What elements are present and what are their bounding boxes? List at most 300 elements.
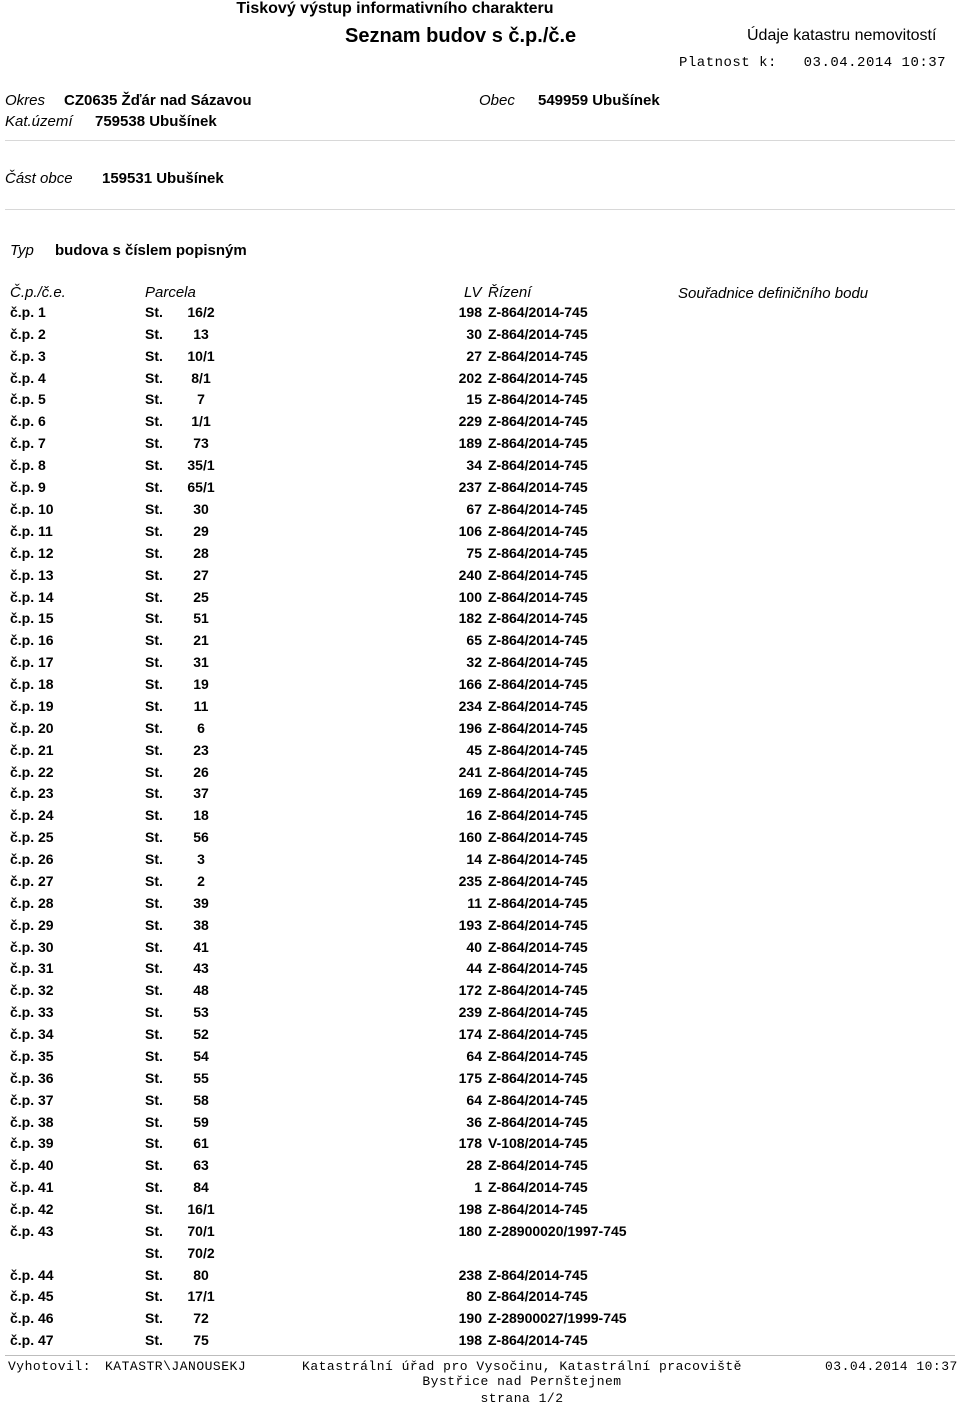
typ-value: budova s číslem popisným: [55, 242, 247, 259]
rizeni-cell: Z-864/2014-745: [488, 960, 588, 976]
parcela-cell: 19: [193, 676, 209, 692]
rizeni-cell: Z-864/2014-745: [488, 1267, 588, 1283]
table-row: [0, 1310, 960, 1332]
cp-cell: č.p. 31: [10, 960, 54, 976]
cp-cell: č.p. 9: [10, 479, 46, 495]
st-cell: St.: [145, 851, 163, 867]
parcela-cell: 6: [197, 720, 205, 736]
st-cell: St.: [145, 1288, 163, 1304]
rizeni-cell: Z-864/2014-745: [488, 391, 588, 407]
rizeni-cell: Z-864/2014-745: [488, 851, 588, 867]
cp-cell: č.p. 24: [10, 807, 54, 823]
st-cell: St.: [145, 720, 163, 736]
table-row: [0, 1092, 960, 1114]
lv-cell: 193: [458, 917, 482, 933]
parcela-cell: 43: [193, 960, 209, 976]
st-cell: St.: [145, 807, 163, 823]
rizeni-cell: Z-864/2014-745: [488, 829, 588, 845]
office-line-1: Katastrální úřad pro Vysočinu, Katastrální pracoviště: [302, 1359, 742, 1374]
table-row: [0, 1026, 960, 1048]
rizeni-cell: Z-864/2014-745: [488, 501, 588, 517]
lv-cell: 1: [474, 1179, 482, 1195]
table-row: [0, 435, 960, 457]
table-row: [0, 939, 960, 961]
parcela-cell: 8/1: [191, 370, 211, 386]
lv-cell: 65: [466, 632, 482, 648]
st-cell: St.: [145, 764, 163, 780]
table-row: [0, 1223, 960, 1245]
parcela-cell: 25: [193, 589, 209, 605]
column-header-souradnice: Souřadnice definičního bodu: [678, 285, 869, 302]
st-cell: St.: [145, 391, 163, 407]
parcela-cell: 23: [193, 742, 209, 758]
rizeni-cell: Z-864/2014-745: [488, 610, 588, 626]
rizeni-cell: Z-864/2014-745: [488, 632, 588, 648]
rizeni-cell: Z-864/2014-745: [488, 370, 588, 386]
lv-cell: 196: [458, 720, 482, 736]
lv-cell: 180: [458, 1223, 482, 1239]
cp-cell: č.p. 44: [10, 1267, 54, 1283]
st-cell: St.: [145, 1179, 163, 1195]
table-row: [0, 632, 960, 654]
st-cell: St.: [145, 1092, 163, 1108]
lv-cell: 202: [458, 370, 482, 386]
rizeni-cell: Z-864/2014-745: [488, 917, 588, 933]
table-row: [0, 589, 960, 611]
cp-cell: č.p. 17: [10, 654, 54, 670]
parcela-cell: 3: [197, 851, 205, 867]
parcela-cell: 10/1: [187, 348, 215, 364]
lv-cell: 178: [458, 1135, 482, 1151]
cp-cell: č.p. 38: [10, 1114, 54, 1130]
table-row: [0, 391, 960, 413]
lv-cell: 166: [458, 676, 482, 692]
rizeni-cell: Z-864/2014-745: [488, 1048, 588, 1064]
parcela-cell: 26: [193, 764, 209, 780]
rizeni-cell: Z-28900027/1999-745: [488, 1310, 627, 1326]
cp-cell: č.p. 18: [10, 676, 54, 692]
parcela-cell: 2: [197, 873, 205, 889]
parcela-cell: 63: [193, 1157, 209, 1173]
lv-cell: 198: [458, 304, 482, 320]
cp-cell: č.p. 19: [10, 698, 54, 714]
rizeni-cell: Z-864/2014-745: [488, 435, 588, 451]
rizeni-cell: Z-864/2014-745: [488, 589, 588, 605]
parcela-cell: 51: [193, 610, 209, 626]
rizeni-cell: Z-864/2014-745: [488, 413, 588, 429]
validity-label: Platnost k:: [679, 55, 777, 71]
parcela-cell: 75: [193, 1332, 209, 1348]
registry-title: Údaje katastru nemovitostí: [747, 27, 937, 44]
cp-cell: č.p. 40: [10, 1157, 54, 1173]
st-cell: St.: [145, 1114, 163, 1130]
parcela-cell: 16/2: [187, 304, 215, 320]
obec-value: 549959 Ubušínek: [538, 92, 660, 109]
rizeni-cell: Z-864/2014-745: [488, 1070, 588, 1086]
table-row: [0, 457, 960, 479]
cp-cell: č.p. 26: [10, 851, 54, 867]
parcela-cell: 65/1: [187, 479, 215, 495]
table-row: [0, 982, 960, 1004]
rizeni-cell: Z-864/2014-745: [488, 720, 588, 736]
table-row: [0, 829, 960, 851]
parcela-cell: 16/1: [187, 1201, 215, 1217]
table-row: [0, 676, 960, 698]
rizeni-cell: Z-864/2014-745: [488, 895, 588, 911]
lv-cell: 36: [466, 1114, 482, 1130]
rizeni-cell: Z-864/2014-745: [488, 1179, 588, 1195]
st-cell: St.: [145, 873, 163, 889]
cp-cell: č.p. 32: [10, 982, 54, 998]
lv-cell: 106: [458, 523, 482, 539]
table-row: [0, 1048, 960, 1070]
table-row: [0, 1114, 960, 1136]
rizeni-cell: Z-864/2014-745: [488, 785, 588, 801]
table-row: [0, 764, 960, 786]
st-cell: St.: [145, 939, 163, 955]
rizeni-cell: Z-864/2014-745: [488, 304, 588, 320]
rizeni-cell: Z-864/2014-745: [488, 1092, 588, 1108]
table-row: [0, 501, 960, 523]
st-cell: St.: [145, 1135, 163, 1151]
lv-cell: 198: [458, 1201, 482, 1217]
parcela-cell: 28: [193, 545, 209, 561]
lv-cell: 238: [458, 1267, 482, 1283]
st-cell: St.: [145, 676, 163, 692]
parcela-cell: 55: [193, 1070, 209, 1086]
st-cell: St.: [145, 1070, 163, 1086]
st-cell: St.: [145, 829, 163, 845]
rizeni-cell: Z-864/2014-745: [488, 479, 588, 495]
table-row: [0, 523, 960, 545]
cp-cell: č.p. 42: [10, 1201, 54, 1217]
lv-cell: 234: [458, 698, 482, 714]
table-row: [0, 1332, 960, 1354]
table-row: [0, 610, 960, 632]
parcela-cell: 54: [193, 1048, 209, 1064]
column-header-cp: Č.p./č.e.: [10, 284, 66, 301]
st-cell: St.: [145, 304, 163, 320]
parcela-cell: 56: [193, 829, 209, 845]
table-row: [0, 720, 960, 742]
cp-cell: č.p. 15: [10, 610, 54, 626]
table-row: [0, 1201, 960, 1223]
table-row: [0, 567, 960, 589]
st-cell: St.: [145, 654, 163, 670]
cp-cell: č.p. 33: [10, 1004, 54, 1020]
parcela-cell: 18: [193, 807, 209, 823]
cp-cell: č.p. 36: [10, 1070, 54, 1086]
parcela-cell: 29: [193, 523, 209, 539]
divider: [5, 140, 955, 141]
rizeni-cell: Z-864/2014-745: [488, 326, 588, 342]
parcela-cell: 37: [193, 785, 209, 801]
rizeni-cell: Z-864/2014-745: [488, 457, 588, 473]
parcela-cell: 52: [193, 1026, 209, 1042]
st-cell: St.: [145, 501, 163, 517]
table-row: [0, 698, 960, 720]
st-cell: St.: [145, 413, 163, 429]
cp-cell: č.p. 22: [10, 764, 54, 780]
lv-cell: 169: [458, 785, 482, 801]
report-subtitle: Tiskový výstup informativního charakteru: [236, 0, 554, 17]
rizeni-cell: Z-864/2014-745: [488, 1288, 588, 1304]
print-date: 03.04.2014 10:37: [825, 1359, 958, 1374]
lv-cell: 229: [458, 413, 482, 429]
cp-cell: č.p. 5: [10, 391, 46, 407]
cp-cell: č.p. 7: [10, 435, 46, 451]
lv-cell: 174: [458, 1026, 482, 1042]
parcela-cell: 35/1: [187, 457, 215, 473]
parcela-cell: 27: [193, 567, 209, 583]
cp-cell: č.p. 47: [10, 1332, 54, 1348]
okres-label: Okres: [5, 92, 46, 109]
table-row: [0, 1245, 960, 1267]
cp-cell: č.p. 20: [10, 720, 54, 736]
cp-cell: č.p. 1: [10, 304, 46, 320]
parcela-cell: 13: [193, 326, 209, 342]
rizeni-cell: Z-864/2014-745: [488, 982, 588, 998]
cp-cell: č.p. 23: [10, 785, 54, 801]
st-cell: St.: [145, 545, 163, 561]
cp-cell: č.p. 41: [10, 1179, 54, 1195]
rizeni-cell: Z-864/2014-745: [488, 698, 588, 714]
table-row: [0, 326, 960, 348]
rizeni-cell: Z-864/2014-745: [488, 545, 588, 561]
st-cell: St.: [145, 742, 163, 758]
st-cell: St.: [145, 457, 163, 473]
lv-cell: 14: [466, 851, 482, 867]
parcela-cell: 61: [193, 1135, 209, 1151]
lv-cell: 160: [458, 829, 482, 845]
st-cell: St.: [145, 1004, 163, 1020]
st-cell: St.: [145, 1048, 163, 1064]
parcela-cell: 70/1: [187, 1223, 215, 1239]
st-cell: St.: [145, 435, 163, 451]
rizeni-cell: Z-864/2014-745: [488, 1332, 588, 1348]
lv-cell: 44: [466, 960, 482, 976]
column-header-rizeni: Řízení: [488, 284, 532, 301]
table-row: [0, 873, 960, 895]
table-row: [0, 1070, 960, 1092]
st-cell: St.: [145, 479, 163, 495]
footer-divider: [5, 1355, 955, 1356]
office-line-2: Bystřice nad Pernštejnem: [422, 1374, 622, 1389]
rizeni-cell: Z-864/2014-745: [488, 1026, 588, 1042]
table-row: [0, 960, 960, 982]
st-cell: St.: [145, 1245, 163, 1261]
rizeni-cell: V-108/2014-745: [488, 1135, 588, 1151]
table-row: [0, 851, 960, 873]
st-cell: St.: [145, 1310, 163, 1326]
rizeni-cell: Z-28900020/1997-745: [488, 1223, 627, 1239]
cp-cell: č.p. 34: [10, 1026, 54, 1042]
st-cell: St.: [145, 567, 163, 583]
cp-cell: č.p. 11: [10, 523, 53, 539]
table-row: [0, 1157, 960, 1179]
cp-cell: č.p. 13: [10, 567, 54, 583]
rizeni-cell: Z-864/2014-745: [488, 1004, 588, 1020]
table-row: [0, 807, 960, 829]
lv-cell: 198: [458, 1332, 482, 1348]
cast-obce-label: Část obce: [5, 170, 73, 187]
cp-cell: č.p. 16: [10, 632, 54, 648]
table-row: [0, 1135, 960, 1157]
validity-value: 03.04.2014 10:37: [803, 55, 947, 71]
lv-cell: 75: [466, 545, 482, 561]
cp-cell: č.p. 28: [10, 895, 54, 911]
parcela-cell: 39: [193, 895, 209, 911]
table-row: [0, 1179, 960, 1201]
table-row: [0, 654, 960, 676]
parcela-cell: 31: [193, 654, 209, 670]
author-value: KATASTR\JANOUSEKJ: [105, 1359, 247, 1374]
table-row: [0, 370, 960, 392]
st-cell: St.: [145, 589, 163, 605]
table-row: [0, 545, 960, 567]
lv-cell: 45: [466, 742, 482, 758]
parcela-cell: 21: [193, 632, 209, 648]
parcela-cell: 17/1: [187, 1288, 215, 1304]
lv-cell: 240: [458, 567, 482, 583]
st-cell: St.: [145, 982, 163, 998]
table-row: [0, 1004, 960, 1026]
report-title: Seznam budov s č.p./č.e: [345, 25, 577, 47]
rizeni-cell: Z-864/2014-745: [488, 1157, 588, 1173]
st-cell: St.: [145, 1026, 163, 1042]
st-cell: St.: [145, 1201, 163, 1217]
table-row: [0, 785, 960, 807]
parcela-cell: 1/1: [191, 413, 211, 429]
divider: [5, 209, 955, 210]
lv-cell: 190: [458, 1310, 482, 1326]
lv-cell: 11: [467, 895, 482, 911]
katuzemi-value: 759538 Ubušínek: [95, 113, 217, 130]
lv-cell: 175: [458, 1070, 482, 1086]
table-row: [0, 304, 960, 326]
rizeni-cell: Z-864/2014-745: [488, 1114, 588, 1130]
author-label: Vyhotovil:: [8, 1359, 92, 1374]
rizeni-cell: Z-864/2014-745: [488, 1201, 588, 1217]
st-cell: St.: [145, 348, 163, 364]
cp-cell: č.p. 29: [10, 917, 54, 933]
cp-cell: č.p. 10: [10, 501, 54, 517]
cp-cell: č.p. 30: [10, 939, 54, 955]
st-cell: St.: [145, 326, 163, 342]
lv-cell: 64: [466, 1048, 482, 1064]
table-row: [0, 742, 960, 764]
parcela-cell: 84: [193, 1179, 209, 1195]
parcela-cell: 58: [193, 1092, 209, 1108]
lv-cell: 27: [466, 348, 482, 364]
table-row: [0, 1267, 960, 1289]
rizeni-cell: Z-864/2014-745: [488, 348, 588, 364]
lv-cell: 241: [458, 764, 482, 780]
parcela-cell: 59: [193, 1114, 209, 1130]
lv-cell: 32: [466, 654, 482, 670]
lv-cell: 237: [458, 479, 482, 495]
cp-cell: č.p. 12: [10, 545, 54, 561]
rizeni-cell: Z-864/2014-745: [488, 654, 588, 670]
lv-cell: 235: [458, 873, 482, 889]
lv-cell: 64: [466, 1092, 482, 1108]
page-number: strana 1/2: [480, 1391, 564, 1406]
parcela-cell: 30: [193, 501, 209, 517]
table-row: [0, 895, 960, 917]
parcela-cell: 70/2: [187, 1245, 215, 1261]
parcela-cell: 73: [193, 435, 209, 451]
cp-cell: č.p. 43: [10, 1223, 54, 1239]
cp-cell: č.p. 3: [10, 348, 46, 364]
parcela-cell: 48: [193, 982, 209, 998]
column-header-parcela: Parcela: [145, 284, 196, 301]
rizeni-cell: Z-864/2014-745: [488, 742, 588, 758]
lv-cell: 239: [458, 1004, 482, 1020]
cp-cell: č.p. 39: [10, 1135, 54, 1151]
table-row: [0, 479, 960, 501]
column-header-lv: LV: [464, 284, 482, 301]
cp-cell: č.p. 8: [10, 457, 46, 473]
lv-cell: 30: [466, 326, 482, 342]
table-row: [0, 917, 960, 939]
st-cell: St.: [145, 785, 163, 801]
parcela-cell: 53: [193, 1004, 209, 1020]
cp-cell: č.p. 37: [10, 1092, 54, 1108]
table-row: [0, 1288, 960, 1310]
cp-cell: č.p. 14: [10, 589, 54, 605]
typ-label: Typ: [10, 242, 34, 259]
lv-cell: 28: [466, 1157, 482, 1173]
st-cell: St.: [145, 1223, 163, 1239]
validity-line: [679, 55, 946, 71]
parcela-cell: 38: [193, 917, 209, 933]
rizeni-cell: Z-864/2014-745: [488, 676, 588, 692]
cp-cell: č.p. 35: [10, 1048, 54, 1064]
cp-cell: č.p. 4: [10, 370, 46, 386]
st-cell: St.: [145, 632, 163, 648]
lv-cell: 34: [466, 457, 482, 473]
rizeni-cell: Z-864/2014-745: [488, 567, 588, 583]
rizeni-cell: Z-864/2014-745: [488, 939, 588, 955]
obec-label: Obec: [479, 92, 515, 109]
rizeni-cell: Z-864/2014-745: [488, 523, 588, 539]
cp-cell: č.p. 45: [10, 1288, 54, 1304]
lv-cell: 182: [458, 610, 482, 626]
st-cell: St.: [145, 698, 163, 714]
lv-cell: 16: [466, 807, 482, 823]
parcela-cell: 72: [193, 1310, 209, 1326]
table-row: [0, 413, 960, 435]
cp-cell: č.p. 21: [10, 742, 54, 758]
table-row: [0, 348, 960, 370]
st-cell: St.: [145, 1267, 163, 1283]
rizeni-cell: Z-864/2014-745: [488, 873, 588, 889]
parcela-cell: 7: [197, 391, 205, 407]
st-cell: St.: [145, 895, 163, 911]
parcela-cell: 41: [193, 939, 209, 955]
lv-cell: 15: [466, 391, 482, 407]
cp-cell: č.p. 27: [10, 873, 54, 889]
cp-cell: č.p. 2: [10, 326, 46, 342]
st-cell: St.: [145, 610, 163, 626]
rizeni-cell: Z-864/2014-745: [488, 764, 588, 780]
lv-cell: 172: [458, 982, 482, 998]
parcela-cell: 80: [193, 1267, 209, 1283]
lv-cell: 80: [466, 1288, 482, 1304]
cast-obce-value: 159531 Ubušínek: [102, 170, 224, 187]
parcela-cell: 11: [193, 698, 209, 714]
cp-cell: č.p. 25: [10, 829, 54, 845]
